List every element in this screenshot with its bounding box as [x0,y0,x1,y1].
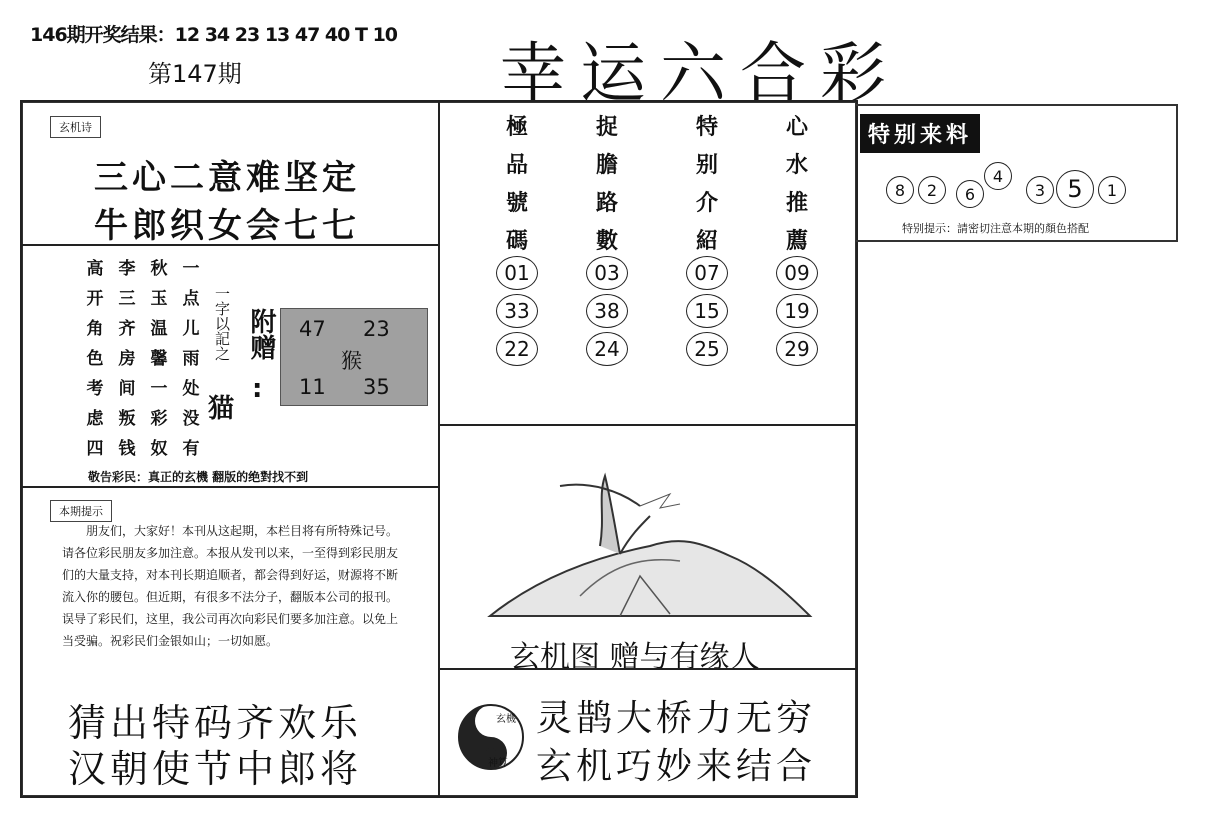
acrostic-column [180,254,202,464]
gift-num-3: 11 [299,375,326,399]
acrostic-char: 叛 [118,409,136,429]
special-title: 特别来料 [860,114,980,153]
gift-colon: : [252,374,263,404]
number-ball: 33 [496,294,538,328]
mystery-picture [480,446,820,626]
poem-panel [20,100,440,246]
numbers-header-char: 極 [505,114,528,140]
notice-text: 朋友们，大家好！本刊从这起期，本栏目将有所特殊记号。请各位彩民朋友多加注意。本报从发刊以来，一至得到彩民朋友们的大量支持，对本刊长期追顺者，都会得到好运，财源将不断流入你的腰包。但近期，有很多不法分子，翻版本公司的报刊。误导了彩民们，这里，我公司再次向彩民们要多加注意。以免上当受骗。祝彩民们金银如山；一切如愿。 [62,524,399,648]
acrostic-char: 三 [118,289,136,309]
acrostic-char: 房 [118,349,136,369]
special-number: 5 [1056,170,1094,208]
picture-panel [438,424,858,675]
numbers-header-char: 捉 [595,114,618,140]
acrostic-char: 处 [182,379,200,399]
notice-tag: 本期提示 [50,500,112,522]
poem-tag: 玄机诗 [50,116,101,138]
picture-caption: 玄机图 赠与有缘人 [510,640,760,675]
numbers-header-char: 水 [785,152,808,178]
page-title: 幸运六合彩 [500,35,900,112]
acrostic-char: 钱 [118,439,136,459]
number-ball: 15 [686,294,728,328]
verse-panel [438,668,858,798]
acrostic-char: 虑 [86,409,104,429]
acrostic-char: 开 [86,289,104,309]
numbers-header [502,108,532,260]
numbers-header-char: 碼 [505,228,528,254]
acrostic-char: 间 [118,379,136,399]
number-ball: 09 [776,256,818,290]
yin-label-2: 神算 [488,758,508,769]
special-panel [856,104,1178,242]
verse-line-2: 汉朝使节中郎将 [68,747,363,791]
gift-num-1: 47 [299,317,326,341]
numbers-header-char: 品 [505,152,528,178]
gift-box [280,308,428,406]
acrostic-char: 一 [182,259,200,279]
numbers-panel [438,100,858,426]
acrostic-char: 高 [86,259,104,279]
number-ball: 03 [586,256,628,290]
numbers-header-char: 心 [785,114,808,140]
acrostic-char: 秋 [150,259,168,279]
acrostic-char: 齐 [118,319,136,339]
special-number: 3 [1026,176,1054,204]
acrostic-char: 色 [86,349,104,369]
numbers-header-char: 路 [595,190,618,216]
number-ball: 24 [586,332,628,366]
special-number: 4 [984,162,1012,190]
numbers-header [782,108,812,260]
yin-label-1: 玄機 [496,714,516,725]
acrostic-char: 儿 [182,319,200,339]
acrostic-char: 角 [86,319,104,339]
numbers-header [592,108,622,260]
acrostic-column [116,254,138,464]
number-ball: 19 [776,294,818,328]
number-ball: 38 [586,294,628,328]
numbers-header-char: 介 [695,190,718,216]
special-hint: 特别提示：請密切注意本期的顏色搭配 [902,222,1089,235]
acrostic-char: 点 [182,289,200,309]
numbers-header-char: 紹 [695,228,718,254]
numbers-header-char: 數 [595,228,618,254]
side-vertical-text [212,286,230,366]
acrostic-char: 李 [118,259,136,279]
previous-result: 146期开奖结果：12 34 23 13 47 40 T 10 [30,24,398,46]
issue-number: 第147期 [148,60,242,88]
acrostic-column [84,254,106,464]
poem-line-2: 牛郎织女会七七 [94,206,360,246]
acrostic-char: 温 [150,319,168,339]
special-number: 8 [886,176,914,204]
notice-panel [20,486,440,798]
number-ball: 29 [776,332,818,366]
number-ball: 07 [686,256,728,290]
numbers-header-char: 號 [505,190,528,216]
numbers-header-char: 特 [695,114,718,140]
acrostic-char: 四 [86,439,104,459]
number-ball: 22 [496,332,538,366]
gift-animal: 猴 [341,349,362,373]
numbers-header-char: 膽 [595,152,618,178]
special-number: 6 [956,180,984,208]
gift-label-text: 附赠 [246,308,276,360]
side-vertical: 一字以記之 [213,286,231,361]
special-numbers [886,162,1156,212]
acrostic-char: 一 [150,379,168,399]
numbers-header-char: 薦 [785,228,808,254]
side-answer: 猫 [208,394,235,424]
acrostic-char: 馨 [150,349,168,369]
verse-line-3: 灵鹊大桥力无穷 [536,698,817,739]
special-number: 1 [1098,176,1126,204]
number-ball: 25 [686,332,728,366]
gift-num-4: 35 [363,375,390,399]
acrostic-char: 雨 [182,349,200,369]
acrostic-char: 彩 [150,409,168,429]
acrostic-char: 有 [182,439,200,459]
verse-line-1: 猜出特码齐欢乐 [68,701,363,745]
number-ball: 01 [496,256,538,290]
numbers-header [692,108,722,260]
acrostic-char: 玉 [150,289,168,309]
acrostic-column [148,254,170,464]
numbers-header-char: 别 [695,152,718,178]
gift-label [244,308,278,369]
acrostic-char: 没 [182,409,200,429]
verse-line-4: 玄机巧妙来结合 [536,746,817,787]
special-number: 2 [918,176,946,204]
gift-num-2: 23 [363,317,390,341]
acrostic-char: 奴 [150,439,168,459]
numbers-header-char: 推 [785,190,808,216]
poem-line-1: 三心二意难坚定 [94,158,360,198]
acrostic-panel [20,244,440,488]
warning-text: 敬告彩民：真正的玄機 翻版的绝對找不到 [88,470,309,484]
acrostic-char: 考 [86,379,104,399]
